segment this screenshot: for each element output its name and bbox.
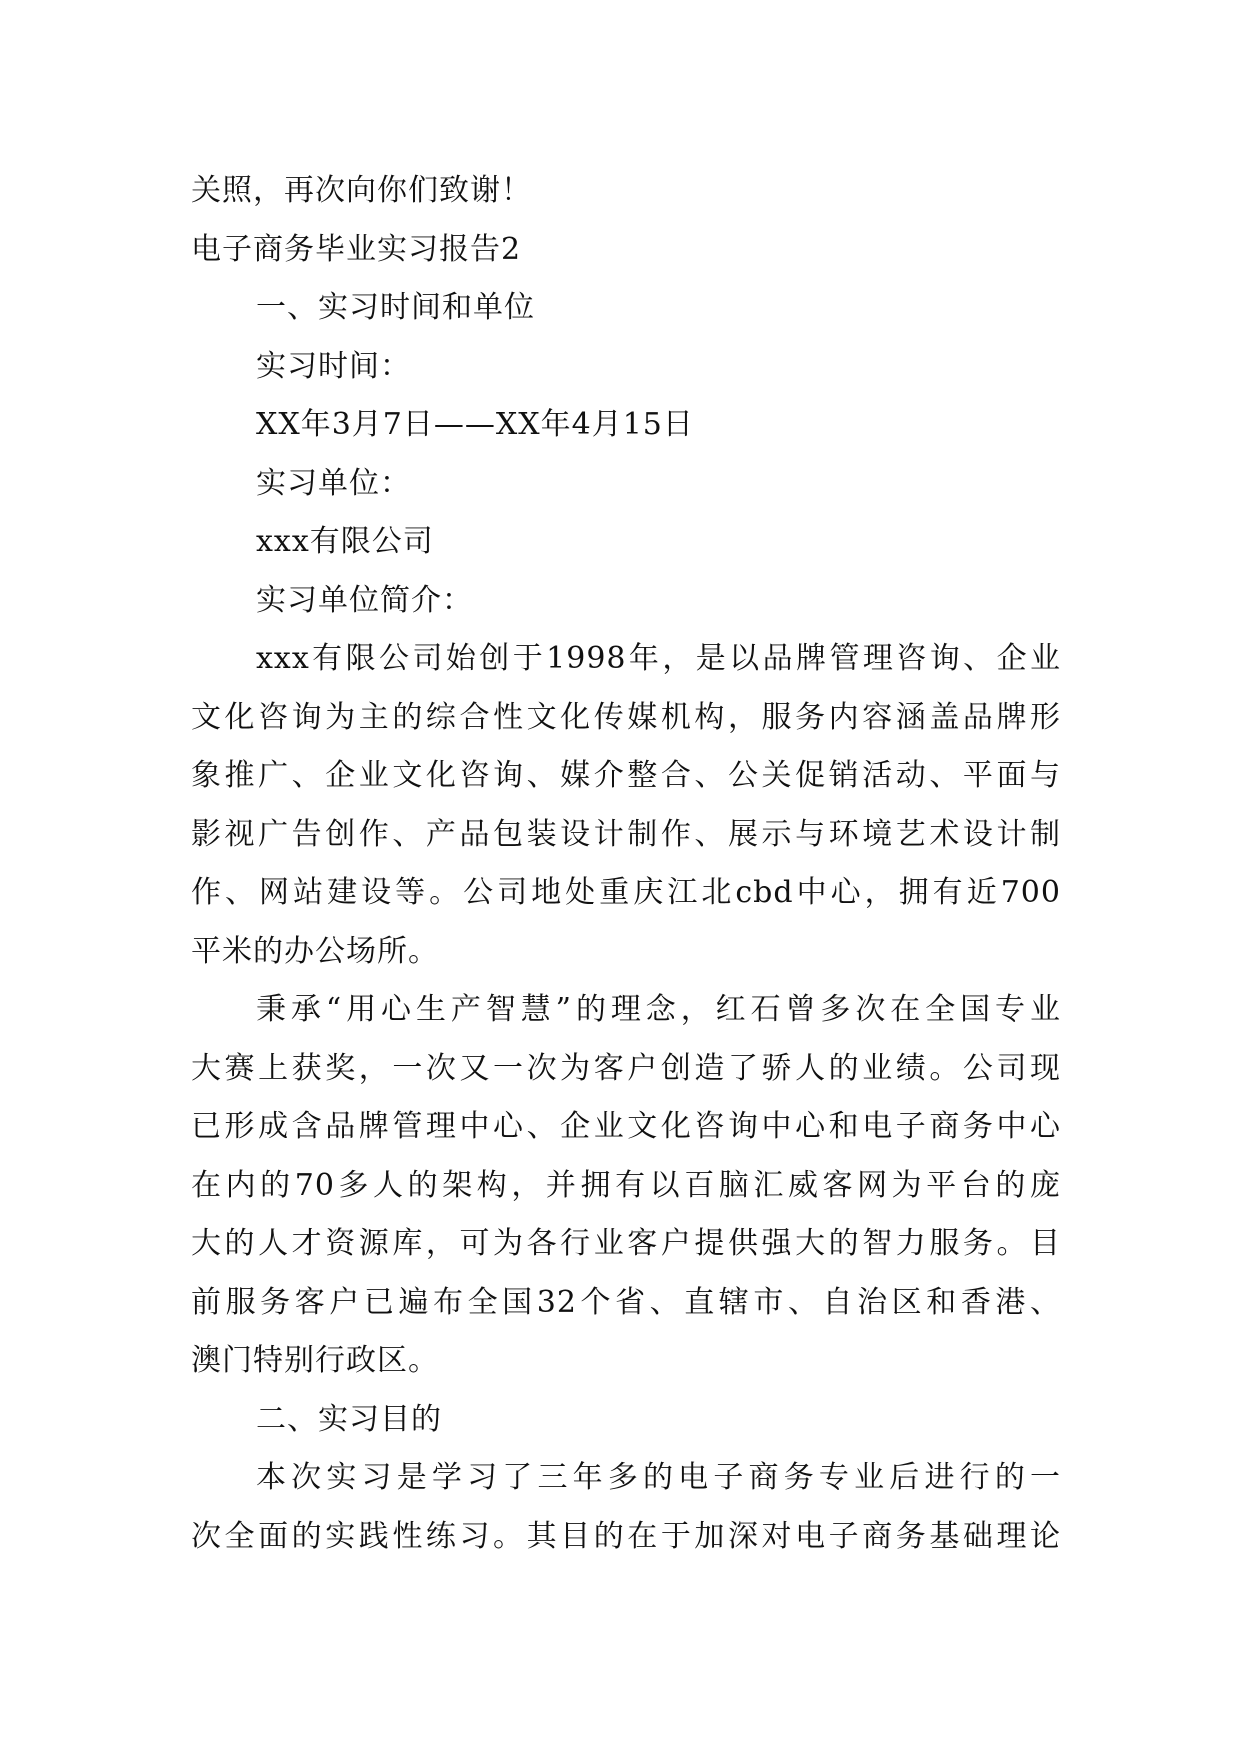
paragraph-line: 秉承“用心生产智慧”的理念，红石曾多次在全国专业 [256,992,1061,1027]
closing-line: 关照，再次向你们致谢！ [191,173,532,208]
document-body [191,162,1061,1566]
paragraph-line: 次全面的实践性练习。其目的在于加深对电子商务基础理论 [191,1518,1061,1554]
section-heading-purpose: 二、实习目的 [256,1401,442,1437]
paragraph-line: 大的人才资源库，可为各行业客户提供强大的智力服务。目 [191,1226,1061,1261]
paragraph-line: 前服务客户已遍布全国32个省、直辖市、自治区和香港、 [191,1284,1061,1320]
paragraph-line: 象推广、企业文化咨询、媒介整合、公关促销活动、平面与 [191,758,1061,793]
label-unit-introduction: 实习单位简介： [256,582,473,618]
paragraph-line: 澳门特别行政区。 [191,1343,439,1378]
value-internship-unit: xxx有限公司 [256,524,434,559]
label-internship-time: 实习时间： [256,348,411,384]
paragraph-line: xxx有限公司始创于1998年，是以品牌管理咨询、企业 [256,641,1061,676]
paragraph-line: 作、网站建设等。公司地处重庆江北cbd中心，拥有近700 [191,875,1061,910]
section-heading-time-and-unit: 一、实习时间和单位 [256,290,535,325]
label-internship-unit: 实习单位： [256,465,411,501]
value-internship-time: XX年3月7日——XX年4月15日 [256,407,694,442]
paragraph-line: 在内的70多人的架构，并拥有以百脑汇威客网为平台的庞 [191,1167,1061,1203]
paragraph-line: 本次实习是学习了三年多的电子商务专业后进行的一 [256,1460,1061,1495]
paragraph-line: 影视广告创作、产品包装设计制作、展示与环境艺术设计制 [191,816,1061,852]
paragraph-line: 大赛上获奖，一次又一次为客户创造了骄人的业绩。公司现 [191,1050,1061,1086]
report-title: 电子商务毕业实习报告2 [191,231,522,267]
paragraph-line: 平米的办公场所。 [191,933,439,969]
paragraph-line: 已形成含品牌管理中心、企业文化咨询中心和电子商务中心 [191,1109,1061,1144]
paragraph-line: 文化咨询为主的综合性文化传媒机构，服务内容涵盖品牌形 [191,699,1061,735]
